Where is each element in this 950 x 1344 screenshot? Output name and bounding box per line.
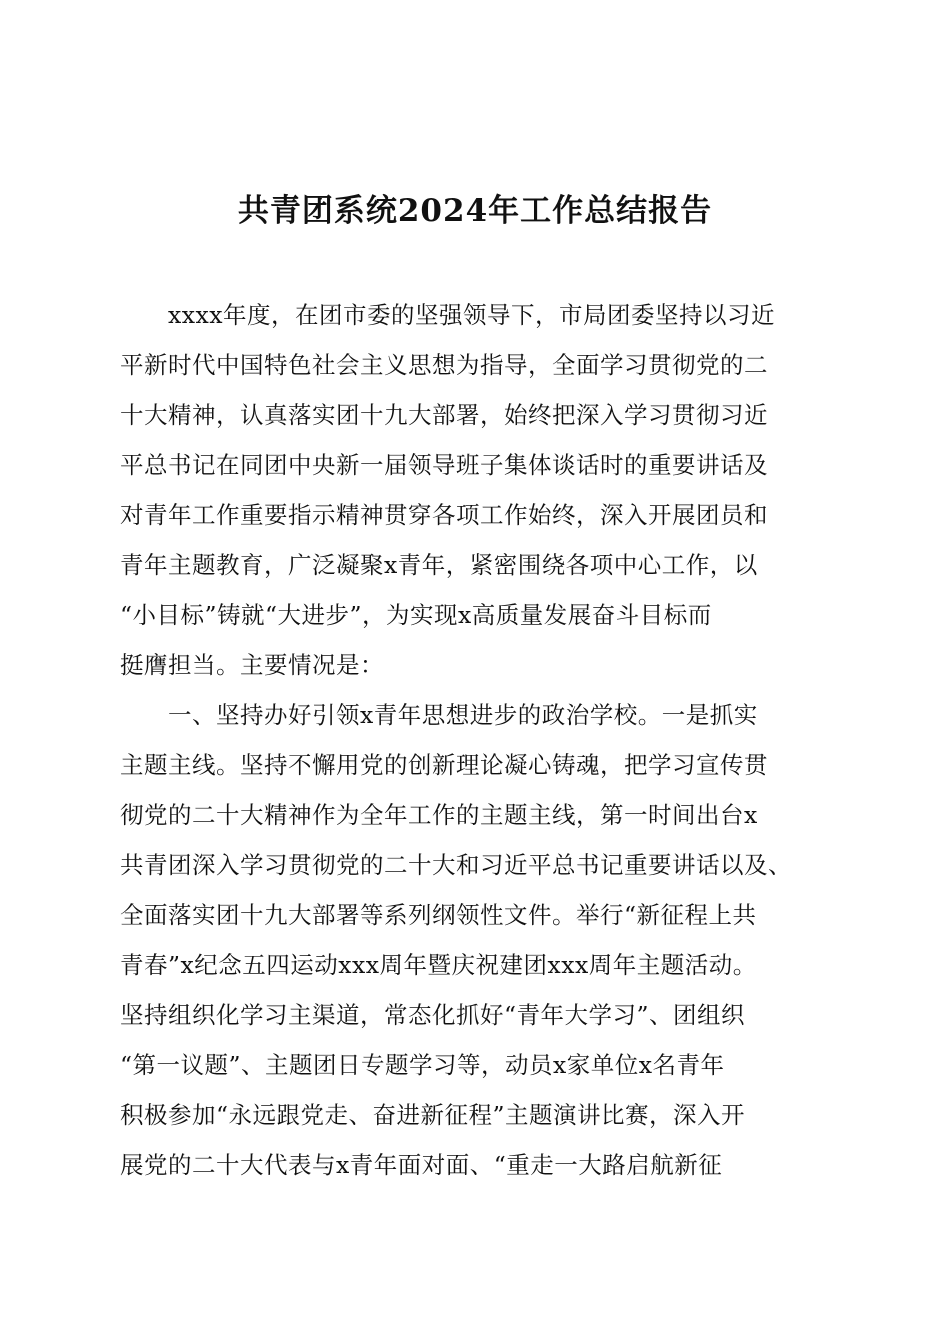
paragraph-line: 挺膺担当。主要情况是： — [120, 651, 384, 679]
paragraph-line: 积极参加“永远跟党走、奋进新征程”主题演讲比赛，深入开 — [120, 1101, 746, 1129]
paragraph-line: xxxx年度，在团市委的坚强领导下，市局团委坚持以习近 — [120, 301, 776, 329]
paragraph-line: 主题主线。坚持不懈用党的创新理论凝心铸魂，把学习宣传贯 — [120, 751, 768, 779]
paragraph-line: 一、坚持办好引领x青年思想进步的政治学校。一是抓实 — [120, 701, 758, 729]
paragraph-line: 共青团深入学习贯彻党的二十大和习近平总书记重要讲话以及、 — [120, 851, 792, 879]
paragraph-line: 平总书记在同团中央新一届领导班子集体谈话时的重要讲话及 — [120, 451, 768, 479]
paragraph-line: 彻党的二十大精神作为全年工作的主题主线，第一时间出台x — [120, 801, 758, 829]
paragraph-line: 青春”x纪念五四运动xxx周年暨庆祝建团xxx周年主题活动。 — [120, 951, 757, 979]
paragraph-line: 展党的二十大代表与x青年面对面、“重走一大路启航新征 — [120, 1151, 723, 1179]
paragraph-line: “小目标”铸就“大进步”，为实现x高质量发展奋斗目标而 — [120, 601, 712, 629]
paragraph-line: 青年主题教育，广泛凝聚x青年，紧密围绕各项中心工作，以 — [120, 551, 758, 579]
document-title: 共青团系统2024年工作总结报告 — [237, 193, 713, 229]
paragraph-line: 平新时代中国特色社会主义思想为指导，全面学习贯彻党的二 — [120, 351, 768, 379]
paragraph-line: 坚持组织化学习主渠道，常态化抓好“青年大学习”、团组织 — [120, 1001, 746, 1029]
paragraph-line: 对青年工作重要指示精神贯穿各项工作始终，深入开展团员和 — [120, 501, 768, 529]
paragraph-line: 全面落实团十九大部署等系列纲领性文件。举行“新征程上共 — [120, 901, 757, 929]
paragraph-line: 十大精神，认真落实团十九大部署，始终把深入学习贯彻习近 — [120, 401, 768, 429]
paragraph-line: “第一议题”、主题团日专题学习等，动员x家单位x名青年 — [120, 1051, 725, 1079]
